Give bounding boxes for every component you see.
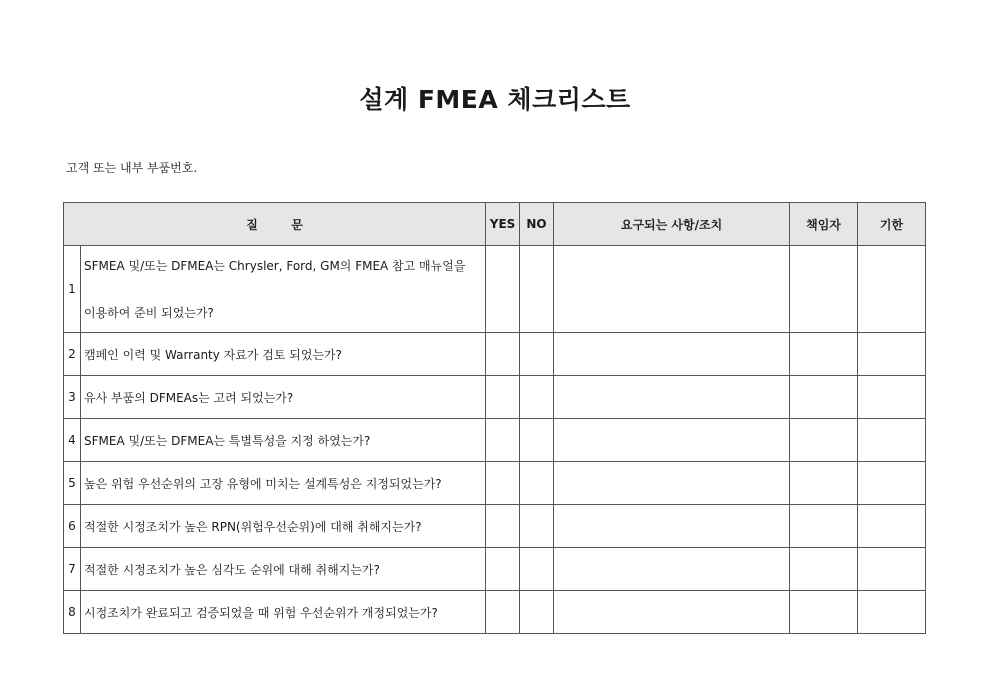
yes-cell[interactable] <box>486 419 520 462</box>
header-row <box>64 203 926 246</box>
header-no: NO <box>520 203 554 246</box>
table-row <box>64 333 926 376</box>
action-cell[interactable] <box>554 333 790 376</box>
question-cell <box>81 246 486 333</box>
row-number: 2 <box>64 333 81 376</box>
row-number: 1 <box>64 246 81 333</box>
action-cell[interactable] <box>554 419 790 462</box>
no-cell[interactable] <box>520 591 554 634</box>
due-cell[interactable] <box>858 548 926 591</box>
no-cell[interactable] <box>520 505 554 548</box>
header-owner: 책임자 <box>790 203 858 246</box>
owner-cell[interactable] <box>790 419 858 462</box>
document-title: 설계 FMEA 체크리스트 <box>359 85 631 114</box>
owner-cell[interactable] <box>790 548 858 591</box>
question-text: 캠페인 이력 및 Warranty 자료가 검토 되었는가? <box>81 333 486 376</box>
question-text: 적절한 시정조치가 높은 RPN(위험우선순위)에 대해 취해지는가? <box>81 505 486 548</box>
due-cell[interactable] <box>858 333 926 376</box>
owner-cell[interactable] <box>790 591 858 634</box>
no-cell[interactable] <box>520 548 554 591</box>
action-cell[interactable] <box>554 591 790 634</box>
header-yes: YES <box>486 203 520 246</box>
due-cell[interactable] <box>858 591 926 634</box>
header-question: 질 문 <box>64 203 486 246</box>
yes-cell[interactable] <box>486 462 520 505</box>
no-cell[interactable] <box>520 376 554 419</box>
yes-cell[interactable] <box>486 548 520 591</box>
owner-cell[interactable] <box>790 376 858 419</box>
due-cell[interactable] <box>858 505 926 548</box>
table-row <box>64 462 926 505</box>
yes-cell[interactable] <box>486 246 520 333</box>
yes-cell[interactable] <box>486 376 520 419</box>
header-action: 요구되는 사항/조치 <box>554 203 790 246</box>
table-row <box>64 419 926 462</box>
header-due: 기한 <box>858 203 926 246</box>
question-text: 높은 위험 우선순위의 고장 유형에 미치는 설계특성은 지정되었는가? <box>81 462 486 505</box>
question-text-line2: 이용하여 준비 되었는가? <box>84 306 214 320</box>
due-cell[interactable] <box>858 462 926 505</box>
part-number-label: 고객 또는 내부 부품번호. <box>66 161 198 175</box>
table-row <box>64 376 926 419</box>
question-text: 시정조치가 완료되고 검증되었을 때 위험 우선순위가 개정되었는가? <box>81 591 486 634</box>
no-cell[interactable] <box>520 419 554 462</box>
question-text: 유사 부품의 DFMEAs는 고려 되었는가? <box>81 376 486 419</box>
question-text-line1: SFMEA 및/또는 DFMEA는 Chrysler, Ford, GM의 FMEA 참고 매뉴얼을 <box>84 259 466 273</box>
no-cell[interactable] <box>520 333 554 376</box>
table-row <box>64 548 926 591</box>
owner-cell[interactable] <box>790 462 858 505</box>
owner-cell[interactable] <box>790 333 858 376</box>
due-cell[interactable] <box>858 376 926 419</box>
due-cell[interactable] <box>858 419 926 462</box>
row-number: 7 <box>64 548 81 591</box>
action-cell[interactable] <box>554 505 790 548</box>
no-cell[interactable] <box>520 246 554 333</box>
row-number: 4 <box>64 419 81 462</box>
table-row <box>64 246 926 333</box>
table-row <box>64 505 926 548</box>
yes-cell[interactable] <box>486 505 520 548</box>
question-text: SFMEA 및/또는 DFMEA는 특별특성을 지정 하였는가? <box>81 419 486 462</box>
question-text: 적절한 시정조치가 높은 심각도 순위에 대해 취해지는가? <box>81 548 486 591</box>
checklist-table <box>63 202 926 634</box>
action-cell[interactable] <box>554 246 790 333</box>
yes-cell[interactable] <box>486 591 520 634</box>
action-cell[interactable] <box>554 376 790 419</box>
row-number: 6 <box>64 505 81 548</box>
table-row <box>64 591 926 634</box>
yes-cell[interactable] <box>486 333 520 376</box>
action-cell[interactable] <box>554 548 790 591</box>
row-number: 8 <box>64 591 81 634</box>
row-number: 3 <box>64 376 81 419</box>
no-cell[interactable] <box>520 462 554 505</box>
owner-cell[interactable] <box>790 505 858 548</box>
owner-cell[interactable] <box>790 246 858 333</box>
row-number: 5 <box>64 462 81 505</box>
action-cell[interactable] <box>554 462 790 505</box>
due-cell[interactable] <box>858 246 926 333</box>
